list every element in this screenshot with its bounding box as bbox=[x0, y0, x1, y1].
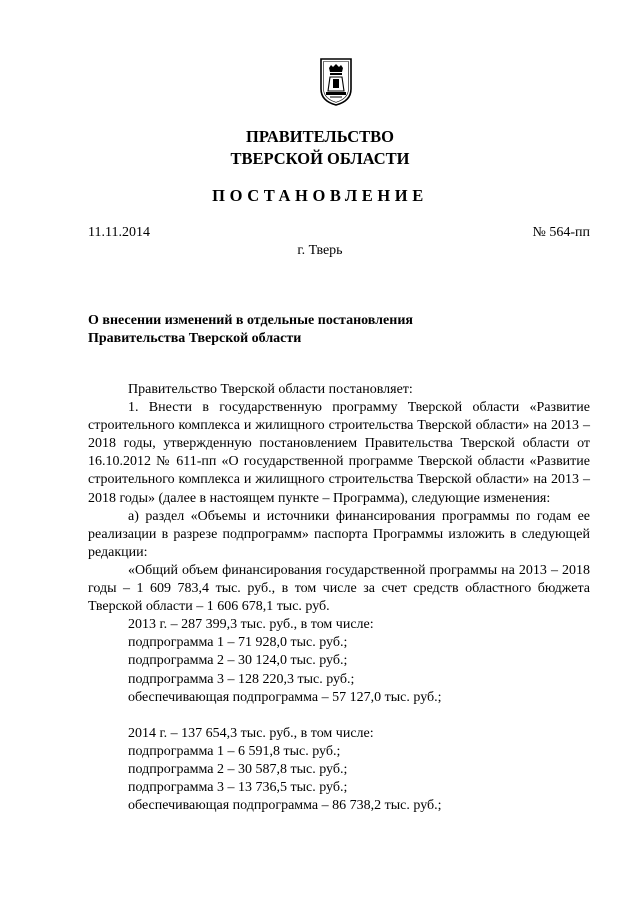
year-2014-support-subprogram: обеспечивающая подпрограмма – 86 738,2 тыс. руб.; bbox=[128, 798, 442, 814]
total-financing-paragraph: «Общий объем финансирования государственной программы на 2013 – 2018 годы – 1 609 783,4 тыс. руб., в том числе за счет средств областного бюджета Тверской области – 1 606 678,1 тыс. руб. bbox=[88, 562, 590, 615]
year-2013-subprogram-3: подпрограмма 3 – 128 220,3 тыс. руб.; bbox=[128, 671, 355, 687]
subject-line2: Правительства Тверской области bbox=[88, 331, 302, 346]
document-type: ПОСТАНОВЛЕНИЕ bbox=[212, 186, 428, 205]
year-2013-heading: 2013 г. – 287 399,3 тыс. руб., в том числе: bbox=[128, 617, 374, 633]
government-title bbox=[0, 126, 640, 170]
subject-line1: О внесении изменений в отдельные постановления bbox=[88, 313, 413, 328]
tver-coat-of-arms-icon bbox=[318, 55, 354, 107]
document-number: № 564-пп bbox=[532, 225, 590, 240]
document-date: 11.11.2014 bbox=[88, 225, 150, 240]
year-2013-subprogram-2: подпрограмма 2 – 30 124,0 тыс. руб.; bbox=[128, 653, 348, 669]
document-body bbox=[88, 381, 590, 815]
paragraph-gap bbox=[88, 707, 590, 725]
government-title-line2: ТВЕРСКОЙ ОБЛАСТИ bbox=[230, 149, 410, 168]
year-2014-subprogram-2: подпрограмма 2 – 30 587,8 тыс. руб.; bbox=[128, 761, 348, 777]
year-2013-support-subprogram: обеспечивающая подпрограмма – 57 127,0 тыс. руб.; bbox=[128, 689, 442, 705]
item-1-paragraph: 1. Внести в государственную программу Тверской области «Развитие строительного комплекса и жилищного строительства Тверской области» на 2013 – 2018 годы, утвержденную постановлением Правительства Тверской области от 16.10.2012 № 611-пп «О государственной программе Тверской области «Развитие строительного комплекса и жилищного строительства Тверской области» на 2013 – 2018 годы» (далее в настоящем пункте – Программа), следующие изменения: bbox=[88, 400, 590, 506]
document-subject bbox=[88, 312, 588, 348]
intro-paragraph: Правительство Тверской области постановляет: bbox=[128, 382, 413, 397]
government-title-line1: ПРАВИТЕЛЬСТВО bbox=[246, 127, 394, 146]
year-2014-subprogram-1: подпрограмма 1 – 6 591,8 тыс. руб.; bbox=[128, 743, 341, 759]
year-2013-subprogram-1: подпрограмма 1 – 71 928,0 тыс. руб.; bbox=[128, 635, 348, 651]
item-a-paragraph: а) раздел «Объемы и источники финансирования программы по годам ее реализации в разрезе подпрограмм» паспорта Программы изложить в следующей редакции: bbox=[88, 508, 590, 560]
document-city: г. Тверь bbox=[297, 243, 343, 258]
year-2014-subprogram-3: подпрограмма 3 – 13 736,5 тыс. руб.; bbox=[128, 779, 348, 795]
year-2014-heading: 2014 г. – 137 654,3 тыс. руб., в том числе: bbox=[128, 725, 374, 741]
